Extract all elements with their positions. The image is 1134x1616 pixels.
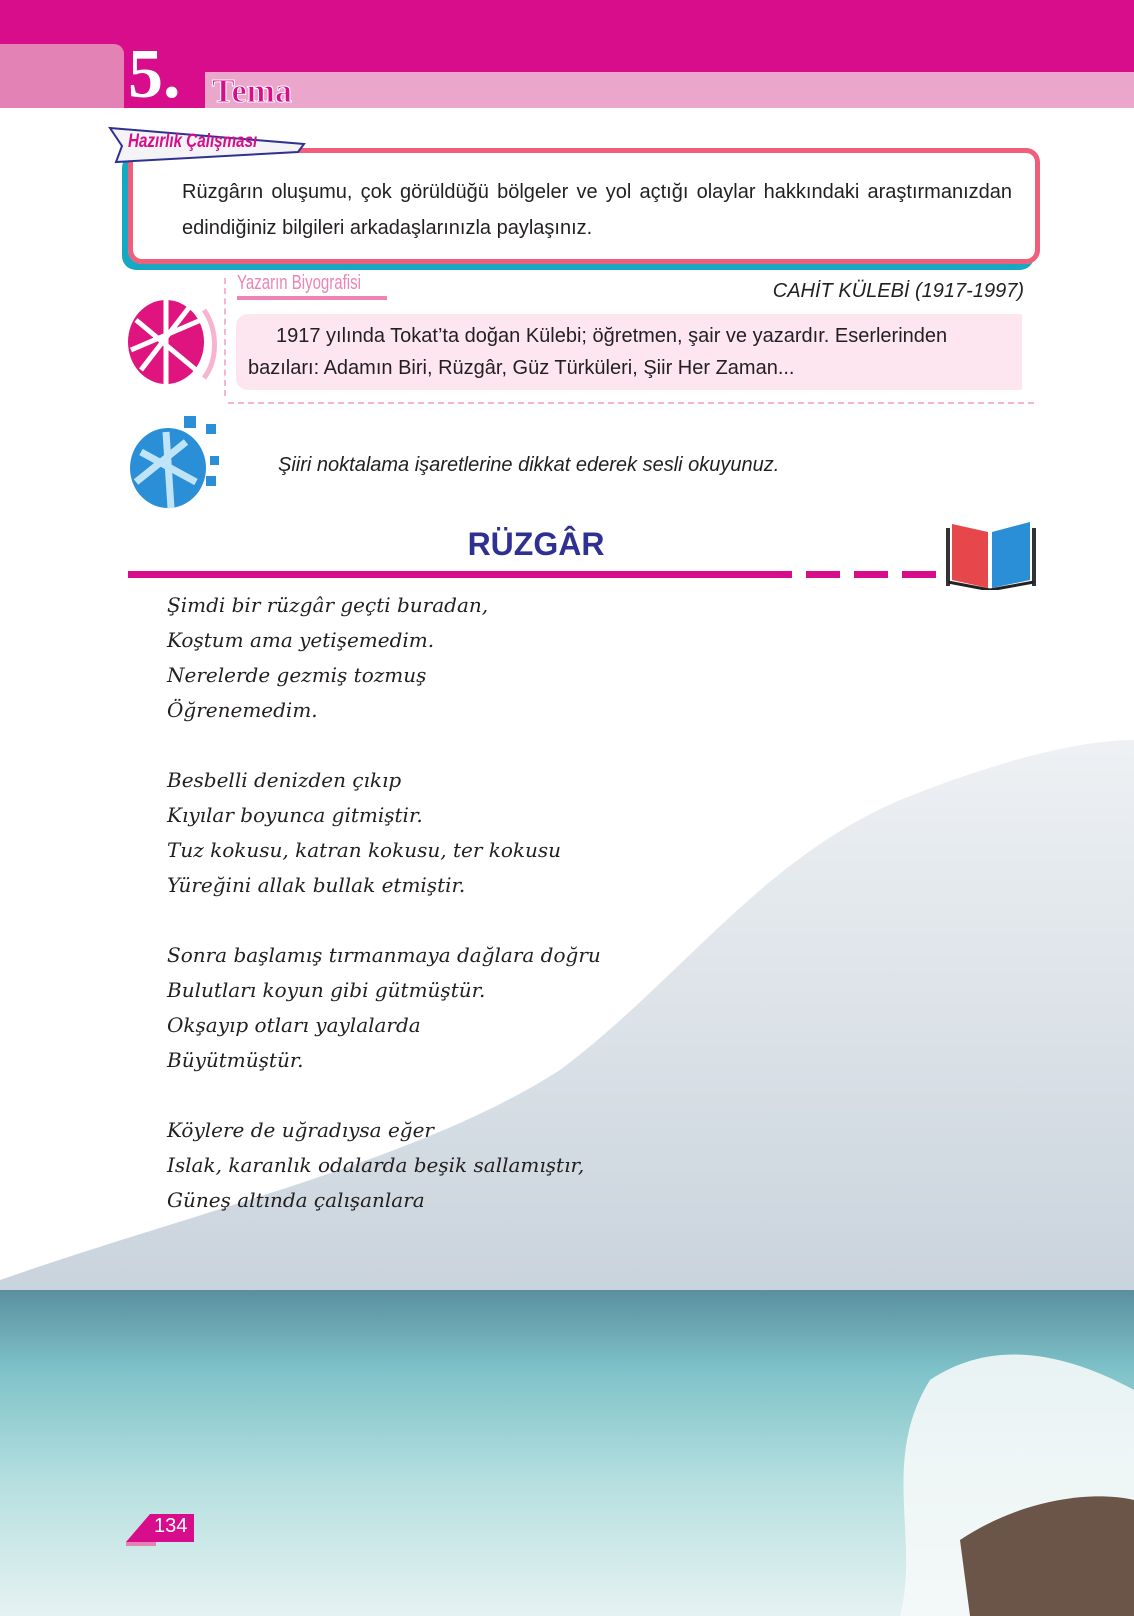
biography-text: 1917 yılında Tokat’ta doğan Külebi; öğretmen, şair ve yazardır. Eserlerinden bazıları: Adamın Biri, Rüzgâr, Güz Türküleri, Şiir Her Zaman...: [248, 325, 948, 379]
poem-line: Tuz kokusu, katran kokusu, ter kokusu: [167, 838, 562, 862]
preparation-label: Hazırlık Çalışması: [128, 131, 258, 152]
poem-body: [167, 588, 601, 1218]
stanza-gap: [167, 1078, 601, 1113]
biography-label: Yazarın Biyografisi: [237, 272, 387, 300]
theme-label: Tema: [212, 73, 292, 110]
title-rule-dash: [806, 571, 840, 578]
preparation-text: Rüzgârın oluşumu, çok görüldüğü bölgeler ve yol açtığı olaylar hakkındaki araştırmanızdan edindiğiniz bilgileri arkadaşlarınızla paylaşınız.: [182, 181, 1012, 239]
title-rule-dash: [902, 571, 936, 578]
puzzle-globe-icon: [126, 412, 234, 512]
poem-line: Bulutları koyun gibi gütmüştür.: [167, 978, 486, 1002]
poem-line: Nerelerde gezmiş tozmuş: [167, 663, 427, 687]
poem-title: RÜZGÂR: [467, 526, 605, 562]
poem-line: Şimdi bir rüzgâr geçti buradan,: [167, 593, 489, 617]
page-number: 134: [154, 1515, 188, 1537]
header-tab: [0, 44, 124, 108]
header-subbar: [205, 72, 1134, 108]
divider: [228, 402, 1034, 404]
poem-line: Öğrenemedim.: [167, 698, 318, 722]
poem-stanza: [167, 938, 601, 1078]
poem-line: Koştum ama yetişemedim.: [167, 628, 435, 652]
poem-line: Güneş altında çalışanlara: [167, 1188, 425, 1212]
globe-pink-icon: [126, 290, 221, 390]
title-rule: [128, 571, 792, 578]
stanza-gap: [167, 728, 601, 763]
theme-number: 5.: [128, 36, 181, 113]
author-name: CAHİT KÜLEBİ (1917-1997): [772, 280, 1024, 302]
poem-line: Büyütmüştür.: [167, 1048, 304, 1072]
divider: [224, 278, 226, 396]
poem-line: Islak, karanlık odalarda beşik sallamıştır,: [167, 1153, 585, 1177]
poem-stanza: [167, 588, 601, 728]
stanza-gap: [167, 903, 601, 938]
poem-stanza: [167, 763, 601, 903]
poem-line: Köylere de uğradıysa eğer: [167, 1118, 434, 1142]
reading-instruction: Şiiri noktalama işaretlerine dikkat ederek sesli okuyunuz.: [278, 454, 780, 476]
open-book-icon: [944, 520, 1038, 590]
poem-stanza: [167, 1113, 601, 1218]
poem-line: Sonra başlamış tırmanmaya dağlara doğru: [167, 943, 601, 967]
title-rule-dash: [854, 571, 888, 578]
poem-line: Okşayıp otları yaylalarda: [167, 1013, 421, 1037]
poem-line: Kıyılar boyunca gitmiştir.: [167, 803, 423, 827]
poem-line: Besbelli denizden çıkıp: [167, 768, 402, 792]
poem-line: Yüreğini allak bullak etmiştir.: [167, 873, 466, 897]
